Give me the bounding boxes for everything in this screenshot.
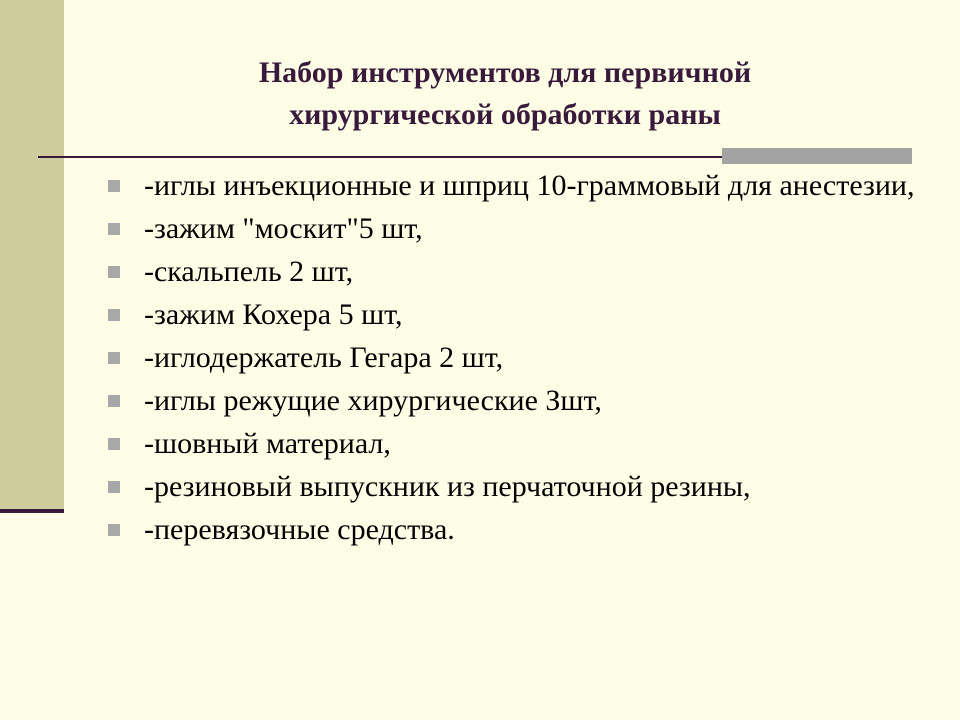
square-bullet-icon (108, 309, 120, 321)
list-item-text: -скальпель 2 шт, (144, 255, 354, 288)
list-item-text: -зажим Кохера 5 шт, (144, 298, 403, 331)
list-item-text: -иглодержатель Гегара 2 шт, (144, 341, 504, 374)
title-accent-bar (722, 148, 912, 164)
list-item (100, 213, 920, 245)
slide-title-line-1: Набор инструментов для первичной (258, 56, 752, 89)
list-item (100, 170, 920, 202)
square-bullet-icon (108, 395, 120, 407)
list-item (100, 428, 920, 460)
list-item-text: -иглы режущие хирургические Зшт, (144, 384, 602, 417)
list-item (100, 299, 920, 331)
list-item (100, 514, 920, 546)
list-item (100, 256, 920, 288)
square-bullet-icon (108, 180, 120, 192)
square-bullet-icon (108, 524, 120, 536)
list-item (100, 342, 920, 374)
list-item-text: -шовный материал, (144, 427, 391, 460)
square-bullet-icon (108, 438, 120, 450)
list-item-text: -зажим "москит"5 шт, (144, 212, 423, 245)
list-item-text: -иглы инъекционные и шприц 10-граммовый для анестезии, (144, 169, 915, 202)
list-item-text: -резиновый выпускник из перчаточной резины, (144, 470, 751, 503)
slide-title (120, 52, 890, 136)
square-bullet-icon (108, 223, 120, 235)
list-item (100, 471, 920, 503)
list-item-text: -перевязочные средства. (144, 513, 455, 546)
square-bullet-icon (108, 266, 120, 278)
square-bullet-icon (108, 481, 120, 493)
left-band-rule (0, 509, 64, 513)
left-decorative-band (0, 0, 64, 510)
slide-title-line-2: хирургической обработки раны (289, 98, 721, 131)
list-item (100, 385, 920, 417)
bullet-list (100, 170, 920, 557)
square-bullet-icon (108, 352, 120, 364)
